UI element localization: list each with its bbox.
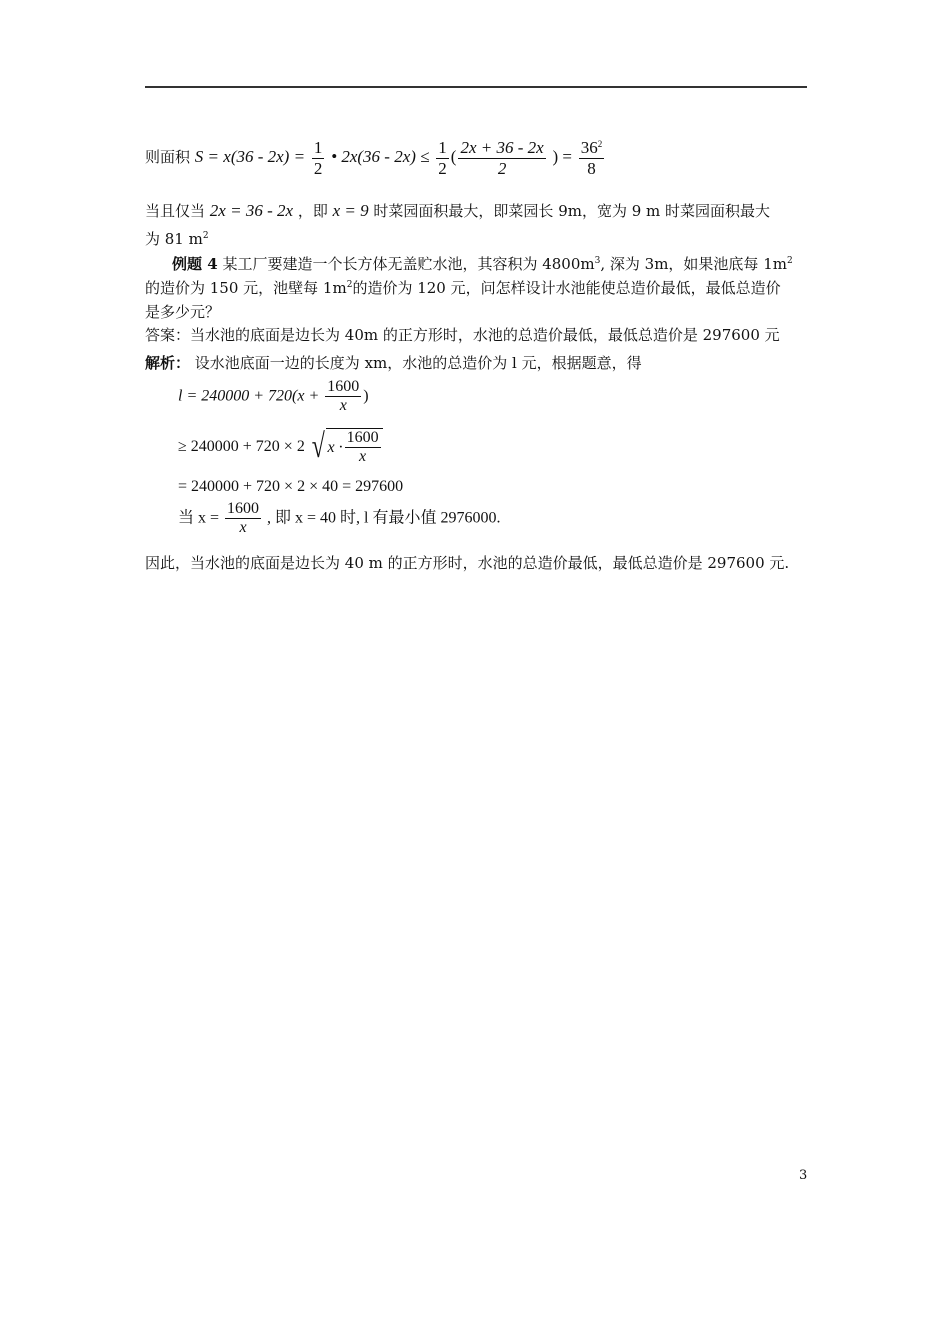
sum-fraction: $\frac{2x + 36 - 2x}{2}$ [460,138,544,178]
example-line-3: 是多少元？ [145,303,221,321]
eq2-fraction: $\frac{1600}{x}$ [346,429,379,466]
example-label: 例题 4 [172,255,218,273]
equation-4: 当 x = $\frac{1600}{x}$ , 即 x = 40 时, l 有最小值 2976000. [178,500,501,537]
equation-1: l = 240000 + 720(x + $\frac{1600}{x}$ ) [178,378,369,415]
answer-line: 答案：当水池的底面是边长为 40m 的正方形时，水池的总造价最低，最低总造价是 297600 元 [145,326,780,344]
example-line-2: 的造价为 150 元，池壁每 $1m^2$的造价为 120 元，问怎样设计水池能使总造价最低，最低总造价 [145,279,781,297]
sqrt-sign: √ x · $\frac{1600}{x}$ [309,428,383,467]
area-eq-mid: • 2x(36 - 2x) ≤ [331,147,430,167]
equation-2: ≥ 240000 + 720 × 2 √ x · $\frac{1600}{x}$ [178,428,383,467]
condition-eq: 2x = 36 - 2x [209,201,294,220]
header-rule [145,86,807,88]
area-prefix: 则面积 [145,148,191,167]
open-paren: ( [450,147,457,167]
equation-3: = 240000 + 720 × 2 × 40 = 297600 [178,478,404,495]
result-fraction: $\frac{36^2}{8}$ [580,138,603,178]
eq1-fraction: $\frac{1600}{x}$ [327,378,360,415]
conclusion-line: 因此，当水池的底面是边长为 40 m 的正方形时，水池的总造价最低，最低总造价是 297600 元. [145,554,790,572]
half-fraction: $\frac{1}{2}$ [313,138,323,178]
analysis-line: 解析： 设水池底面一边的长度为 xm，水池的总造价为 l 元，根据题意，得 [145,354,642,372]
page-number: 3 [799,1168,808,1183]
area-eq-lhs: S = x(36 - 2x) = [194,147,306,167]
equality-condition-line: 当且仅当 2x = 36 - 2x ，即 x = 9 时菜园面积最大，即菜园长 9m，宽为 9 m 时菜园面积最大 [145,201,771,220]
area-eq-close: ) = [552,147,572,167]
half-fraction-2: $\frac{1}{2}$ [438,138,447,178]
analysis-label: 解析： [145,354,191,372]
solution-eq: x = 9 [332,201,369,220]
area-formula-line [145,138,606,178]
example-line-1: 例题 4 某工厂要建造一个长方体无盖贮水池，其容积为 $4800m^3$, 深为 3m，如果池底每 $1m^2$ [172,255,793,273]
eq4-fraction: $\frac{1600}{x}$ [227,500,260,537]
max-area-line: 为 81 $m^2$ [145,230,209,248]
